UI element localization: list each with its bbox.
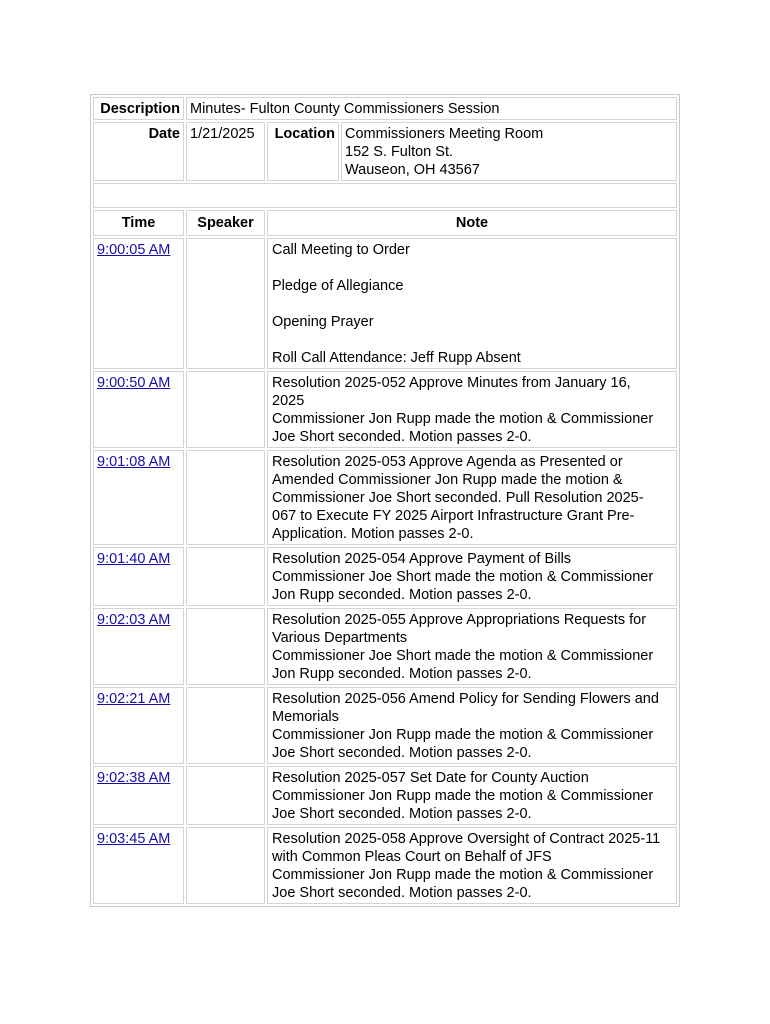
note-line: Joe Short seconded. Motion passes 2-0. [272,806,532,822]
spacer-row [93,183,677,208]
table-row [93,371,677,448]
timestamp-link[interactable]: 9:00:50 AM [97,375,171,391]
note-line: Joe Short seconded. Motion passes 2-0. [272,429,532,445]
note-line: Resolution 2025-055 Approve Appropriations Requests for [272,612,647,628]
note-line: Commissioner Jon Rupp made the motion & Commissioner [272,867,654,883]
note-line: Memorials [272,709,339,725]
timestamp-link[interactable]: 9:02:21 AM [97,691,171,707]
minutes-document [90,94,680,907]
note-line: Resolution 2025-052 Approve Minutes from January 16, [272,375,631,391]
date-label: Date [93,122,184,181]
timestamp-link[interactable]: 9:03:45 AM [97,831,171,847]
note-line: Resolution 2025-053 Approve Agenda as Presented or [272,454,623,470]
note-paragraph: Pledge of Allegiance [272,278,404,294]
note-line: with Common Pleas Court on Behalf of JFS [272,849,552,865]
note-cell [267,371,677,448]
note-line: Commissioner Joe Short made the motion & Commissioner [272,648,654,664]
speaker-cell [186,608,265,685]
time-cell [93,766,184,825]
table-row [93,450,677,545]
location-line: Commissioners Meeting Room [345,126,544,142]
note-line: Commissioner Jon Rupp made the motion & Commissioner [272,727,654,743]
table-row [93,547,677,606]
timestamp-link[interactable]: 9:02:38 AM [97,770,171,786]
location-line: 152 S. Fulton St. [345,144,454,160]
note-line: Joe Short seconded. Motion passes 2-0. [272,745,532,761]
speaker-cell [186,766,265,825]
date-location-row [93,122,677,181]
timestamp-link[interactable]: 9:02:03 AM [97,612,171,628]
speaker-cell [186,450,265,545]
table-row [93,687,677,764]
time-column-header: Time [93,210,184,236]
note-cell [267,450,677,545]
note-line: Commissioner Joe Short made the motion & Commissioner [272,569,654,585]
note-line: Commissioner Jon Rupp made the motion & Commissioner [272,411,654,427]
time-cell [93,608,184,685]
speaker-cell [186,547,265,606]
note-cell [267,547,677,606]
note-line: Various Departments [272,630,408,646]
note-cell [267,608,677,685]
note-line: Joe Short seconded. Motion passes 2-0. [272,885,532,901]
time-cell [93,371,184,448]
speaker-cell [186,687,265,764]
table-row [93,827,677,904]
note-line: Resolution 2025-058 Approve Oversight of Contract 2025-11 [272,831,661,847]
timestamp-link[interactable]: 9:01:40 AM [97,551,171,567]
note-line: 067 to Execute FY 2025 Airport Infrastructure Grant Pre- [272,508,635,524]
time-cell [93,687,184,764]
minutes-table [90,94,680,907]
note-cell [267,827,677,904]
time-cell [93,827,184,904]
table-row [93,766,677,825]
note-cell [267,687,677,764]
description-value: Minutes- Fulton County Commissioners Session [186,97,677,120]
table-row [93,238,677,369]
table-row [93,608,677,685]
location-line: Wauseon, OH 43567 [345,162,480,178]
note-line: Resolution 2025-056 Amend Policy for Sending Flowers and [272,691,659,707]
speaker-cell [186,827,265,904]
timestamp-link[interactable]: 9:01:08 AM [97,454,171,470]
note-cell [267,238,677,369]
note-cell [267,766,677,825]
speaker-column-header: Speaker [186,210,265,236]
note-paragraph: Roll Call Attendance: Jeff Rupp Absent [272,350,521,366]
note-paragraph: Opening Prayer [272,314,374,330]
time-cell [93,547,184,606]
location-value [341,122,677,181]
note-line: Amended Commissioner Jon Rupp made the motion & [272,472,623,488]
time-cell [93,238,184,369]
description-label: Description [93,97,184,120]
speaker-cell [186,238,265,369]
note-line: Commissioner Joe Short seconded. Pull Resolution 2025- [272,490,644,506]
note-paragraph: Call Meeting to Order [272,242,410,258]
column-header-row [93,210,677,236]
note-line: Commissioner Jon Rupp made the motion & Commissioner [272,788,654,804]
timestamp-link[interactable]: 9:00:05 AM [97,242,171,258]
description-row [93,97,677,120]
time-cell [93,450,184,545]
note-line: Jon Rupp seconded. Motion passes 2-0. [272,587,532,603]
note-line: Application. Motion passes 2-0. [272,526,474,542]
speaker-cell [186,371,265,448]
note-line: Jon Rupp seconded. Motion passes 2-0. [272,666,532,682]
note-line: Resolution 2025-054 Approve Payment of Bills [272,551,572,567]
note-line: 2025 [272,393,305,409]
location-label: Location [267,122,339,181]
note-column-header: Note [267,210,677,236]
note-line: Resolution 2025-057 Set Date for County Auction [272,770,589,786]
date-value: 1/21/2025 [186,122,265,181]
spacer-cell [93,183,677,208]
